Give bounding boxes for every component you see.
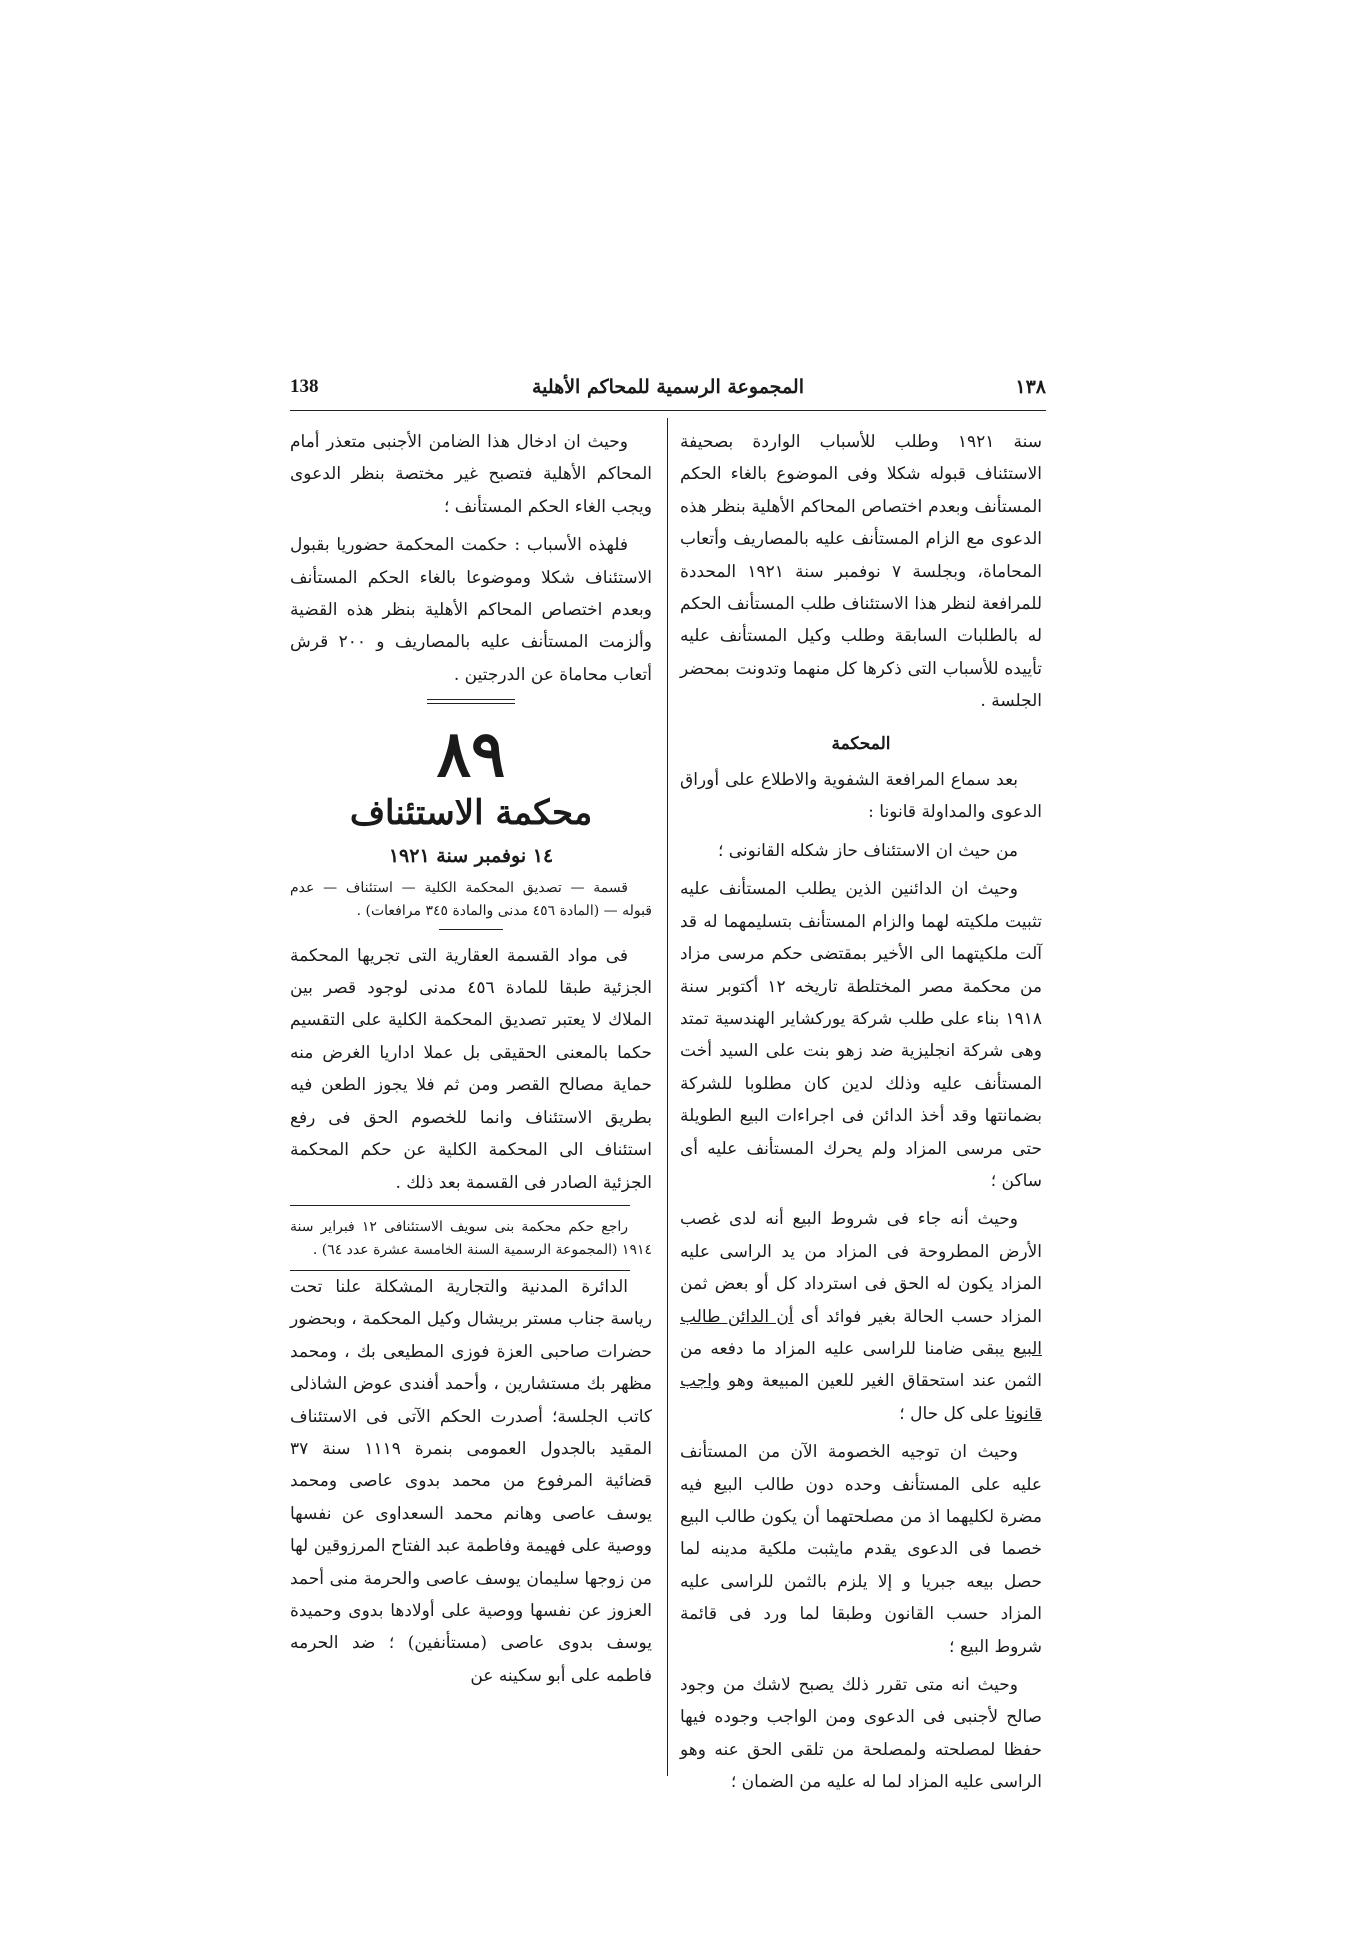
page-number-latin: 138 [290,376,319,397]
running-title: المجموعة الرسمية للمحاكم الأهلية [531,376,804,398]
paragraph [680,1203,1042,1430]
paragraph: فلهذه الأسباب : حكمت المحكمة حضوريا بقبول الاستئناف شكلا وموضوعا بالغاء الحكم المستأنف وبعدم اختصاص المحاكم الأهلية بنظر هذه القضية وألزمت المستأنف عليه بالمصاريف و ٢٠٠ قرش أتعاب محاماة عن الدرجتين . [290,535,652,685]
header-rule [290,410,1046,411]
keywords: قسمة — تصديق المحكمة الكلية — استئناف — عدم قبوله — (المادة ٤٥٦ مدنى والمادة ٣٤٥ مرافعات) . [290,879,652,919]
text-run: على كل حال ؛ [899,1403,1006,1424]
reference-rule [290,1205,630,1206]
paragraph: بعد سماع المرافعة الشفوية والاطلاع على أوراق الدعوى والمداولة قانونا : [680,770,1042,823]
case-number: ٨٩ [436,717,506,793]
page-header [290,372,1046,408]
underlined-text: واجب قانونا [680,1371,1042,1424]
text-run: وحيث أنه جاء فى شروط البيع أنه لدى غصب الأرض المطروحة فى المزاد من يد الراسى عليه المزاد يكون له الحق فى استرداد كل أو بعض ثمن المزاد حسب الحالة بغير فوائد أى [680,1209,1042,1327]
divider [439,929,503,930]
left-column [290,426,652,1698]
section-divider [427,699,515,704]
paragraph: وحيث ان الدائنين الذين يطلب المستأنف عليه تثبيت ملكيته لهما والزام المستأنف بتسليمهما له قد آلت ملكيتهما الى الأخير بمقتضى حكم مرسى مزاد من محكمة مصر المختلطة تاريخه ١٢ أكتوبر سنة ١٩١٨ بناء على طلب شركة يوركشاير الهندسية تمتد وهى شركة انجليزية ضد زهو بنت على السيد أخت المستأنف عليه وذلك لدين كان مطلوبا للشركة بضمانتها وقد أخذ الدائن فى اجراءات البيع الطويلة حتى مرسى المزاد ولم يحرك المستأنف عليه أى ساكن ؛ [680,879,1042,1191]
text-run: يبقى ضامنا للراسى عليه المزاد ما دفعه من الثمن عند استحقاق الغير للعين المبيعة وهو [680,1338,1042,1392]
court-name: محكمة الاستئناف [349,793,593,834]
decision-date: ١٤ نوفمبر سنة ١٩٢١ [388,845,554,868]
paragraph: وحيث انه متى تقرر ذلك يصبح لاشك من وجود صالح لأجنبى فى الدعوى ومن الواجب وجوده فيها حفظا لمصلحته ولمصلحة من تلقى الحق عنه وهو الراسى عليه المزاد لما له عليه من الضمان ؛ [680,1675,1042,1793]
underlined-text: أن الدائن طالب البيع [680,1306,1042,1359]
section-heading: المحكمة [831,733,891,754]
column-divider [667,418,668,1776]
paragraph: من حيث ان الاستئناف حاز شكله القانونى ؛ [717,840,1018,861]
paragraph: وحيث ان توجيه الخصومة الآن من المستأنف عليه على المستأنف وحده دون طالب البيع فيه مضرة لكليهما اذ من مصلحتهما أن يكون طالب البيع خصما فى الدعوى يقدم مايثبت ملكية مدينه لما حصل بيعه جبريا و إلا يلزم بالثمن للراسى عليه المزاد حسب القانون وطبقا لما ورد فى قائمة شروط البيع ؛ [680,1442,1042,1657]
paragraph: سنة ١٩٢١ وطلب للأسباب الواردة بصحيفة الاستئناف قبوله شكلا وفى الموضوع بالغاء الحكم المستأنف وبعدم اختصاص المحاكم الأهلية بنظر هذه الدعوى مع الزام المستأنف عليه بالمصاريف وأتعاب المحاماة، وبجلسة ٧ نوفمبر سنة ١٩٢١ المحددة للمرافعة لنظر هذا الاستئناف طلب المستأنف الحكم له بالطلبات السابقة وطلب وكيل المستأنف عليه تأييده للأسباب التى ذكرها كل منهما وتدونت بمحضر الجلسة . [680,432,1042,712]
right-column [680,426,1042,1805]
paragraph: وحيث ان ادخال هذا الضامن الأجنبى متعذر أمام المحاكم الأهلية فتصبح غير مختصة بنظر الدعوى ويجب الغاء الحكم المستأنف ؛ [290,432,652,517]
page-number-arabic: ١٣٨ [1015,376,1046,398]
legal-summary: فى مواد القسمة العقارية التى تجريها المحكمة الجزئية طبقا للمادة ٤٥٦ مدنى لوجود قصر بين الملاك لا يعتبر تصديق المحكمة الكلية على التقسيم حكما بالمعنى الحقيقى بل عملا اداريا الغرض منه حماية مصالح القصر ومن ثم فلا يجوز الطعن فيه بطريق الاستئناف وانما للخصوم الحق فى رفع استئناف الى المحكمة الكلية عن حكم المحكمة الجزئية الصادر فى القسمة بعد ذلك . [290,945,652,1193]
paragraph: الدائرة المدنية والتجارية المشكلة علنا تحت رياسة جناب مستر بريشال وكيل المحكمة ، وبحضور حضرات صاحبى العزة فوزى المطيعى بك ، ومحمد مظهر بك مستشارين ، وأحمد أفندى عوض الشاذلى كاتب الجلسة؛ أصدرت الحكم الآتى فى الاستئناف المقيد بالجدول العمومى بنمرة ١١١٩ سنة ٣٧ قضائية المرفوع من محمد بدوى عاصى ومحمد يوسف عاصى وهانم محمد السعداوى عن نفسها ووصية على فهيمة وفاطمة عبد الفتاح المرزوقين لها من زوجها سليمان يوسف عاصى والحرمة منى أحمد العزوز عن نفسها ووصية على أولادها بدوى وحميدة يوسف بدوى عاصى (مستأنفين) ؛ ضد الحرمه فاطمه على أبو سكينه عن [290,1276,652,1686]
reference-note: راجع حكم محكمة بنى سويف الاستئنافى ١٢ فبراير سنة ١٩١٤ (المجموعة الرسمية السنة الخامسة عشرة عدد ٦٤) . [290,1218,652,1258]
